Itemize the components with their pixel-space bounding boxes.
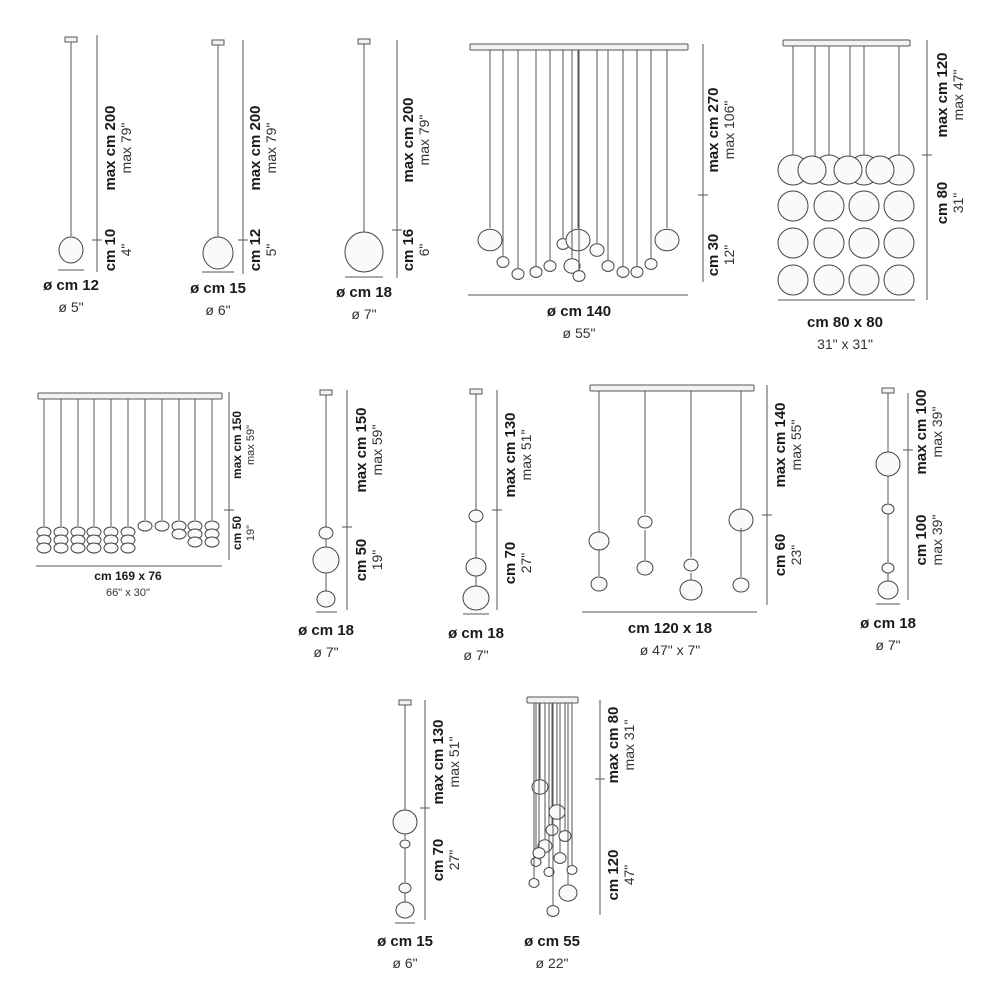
body-height-in-label: 19" — [245, 524, 257, 542]
glass-globe — [547, 906, 559, 917]
body-height-in-label: 5" — [263, 243, 279, 257]
diameter-in-label: ø 7" — [313, 644, 339, 660]
glass-globe — [469, 510, 483, 522]
glass-globe — [590, 244, 604, 257]
glass-globe — [834, 156, 862, 184]
glass-globe — [849, 265, 879, 295]
max-height-in-label: max 47" — [950, 69, 966, 121]
diameter-cm-label: cm 120 x 18 — [627, 620, 713, 637]
glass-globe — [589, 532, 609, 550]
glass-globe — [559, 885, 577, 901]
max-height-cm-label: max cm 130 — [430, 719, 447, 805]
ceiling-canopy — [212, 40, 224, 45]
product-5-square-grid — [778, 40, 966, 352]
body-height-cm-label: cm 70 — [430, 838, 447, 882]
max-height-cm-label: max cm 270 — [705, 87, 722, 173]
ceiling-canopy — [783, 40, 910, 46]
diameter-in-label: ø 7" — [463, 647, 489, 663]
ceiling-canopy — [65, 37, 77, 42]
diameter-in-label: 66" x 30" — [106, 587, 150, 599]
glass-globe — [729, 509, 753, 531]
glass-globe — [884, 265, 914, 295]
diameter-cm-label: ø cm 18 — [298, 622, 354, 639]
diameter-in-label: ø 7" — [875, 637, 901, 653]
max-height-in-label: max 51" — [518, 429, 534, 481]
diameter-cm-label: cm 169 x 76 — [94, 569, 162, 583]
glass-globe — [188, 537, 202, 547]
glass-globe — [573, 271, 585, 282]
diameter-cm-label: cm 80 x 80 — [807, 314, 883, 331]
glass-globe — [466, 558, 486, 576]
glass-globe — [497, 257, 509, 268]
glass-globe — [554, 853, 566, 864]
glass-globe — [684, 559, 698, 571]
diameter-in-label: ø 22" — [535, 955, 569, 971]
glass-globe — [533, 848, 545, 859]
glass-globe — [882, 504, 894, 514]
glass-globe — [529, 879, 539, 888]
glass-globe — [798, 156, 826, 184]
glass-globe — [393, 810, 417, 834]
ceiling-canopy — [470, 389, 482, 394]
diameter-in-label: ø 7" — [351, 306, 377, 322]
ceiling-canopy — [358, 39, 370, 44]
glass-globe — [733, 578, 749, 592]
glass-globe — [814, 265, 844, 295]
glass-globe — [866, 156, 894, 184]
ceiling-canopy — [882, 388, 894, 393]
body-height-cm-label: cm 100 — [913, 514, 930, 566]
glass-globe — [172, 529, 186, 539]
glass-globe — [591, 577, 607, 591]
glass-globe — [121, 543, 135, 553]
glass-globe — [396, 902, 414, 918]
body-height-cm-label: cm 50 — [230, 515, 244, 551]
glass-globe — [602, 261, 614, 272]
ceiling-canopy — [527, 697, 578, 703]
diameter-cm-label: ø cm 12 — [43, 277, 99, 294]
glass-globe — [617, 267, 629, 278]
glass-globe — [400, 840, 410, 848]
glass-globe — [37, 543, 51, 553]
body-height-cm-label: cm 16 — [400, 228, 417, 272]
max-height-cm-label: max cm 130 — [502, 412, 519, 498]
glass-globe — [884, 191, 914, 221]
max-height-in-label: max 55" — [788, 419, 804, 471]
diameter-in-label: ø 47" x 7" — [639, 642, 701, 658]
product-2-single-pendant — [190, 40, 279, 318]
glass-globe — [544, 261, 556, 272]
glass-globe — [205, 537, 219, 547]
product-10-three-globe-pendant — [860, 388, 945, 653]
max-height-cm-label: max cm 150 — [230, 410, 244, 480]
product-7-three-globe-pendant — [298, 390, 385, 660]
glass-globe — [104, 543, 118, 553]
diameter-in-label: ø 6" — [205, 302, 231, 318]
max-height-in-label: max 31" — [621, 719, 637, 771]
body-height-in-label: 31" — [950, 192, 966, 214]
body-height-cm-label: cm 120 — [605, 849, 622, 901]
glass-globe — [884, 228, 914, 258]
body-height-in-label: 6" — [416, 243, 432, 257]
max-height-cm-label: max cm 200 — [102, 105, 119, 191]
diameter-cm-label: ø cm 15 — [377, 933, 433, 950]
diameter-cm-label: ø cm 18 — [336, 284, 392, 301]
max-height-in-label: max 59" — [245, 425, 257, 465]
glass-globe — [313, 547, 339, 573]
diameter-in-label: ø 55" — [562, 325, 596, 341]
max-height-cm-label: max cm 100 — [913, 389, 930, 475]
glass-globe — [463, 586, 489, 610]
ceiling-canopy — [590, 385, 754, 391]
body-height-cm-label: cm 30 — [705, 233, 722, 277]
glass-globe — [631, 267, 643, 278]
max-height-in-label: max 79" — [416, 114, 432, 166]
glass-globe — [155, 521, 169, 531]
glass-globe — [638, 516, 652, 528]
body-height-cm-label: cm 50 — [353, 538, 370, 582]
glass-globe — [512, 269, 524, 280]
glass-globe — [645, 259, 657, 270]
glass-globe — [882, 563, 894, 573]
ceiling-canopy — [38, 393, 222, 399]
glass-globe — [54, 543, 68, 553]
ceiling-canopy — [320, 390, 332, 395]
diameter-cm-label: ø cm 18 — [448, 625, 504, 642]
body-height-in-label: 47" — [621, 864, 637, 886]
ceiling-canopy — [470, 44, 688, 50]
max-height-cm-label: max cm 80 — [605, 706, 622, 784]
glass-globe — [319, 527, 333, 539]
glass-globe — [71, 543, 85, 553]
body-height-in-label: 23" — [788, 544, 804, 566]
product-9-four-drop-bar — [582, 385, 804, 658]
glass-globe — [138, 521, 152, 531]
body-height-cm-label: cm 12 — [247, 228, 264, 272]
max-height-cm-label: max cm 120 — [934, 52, 951, 138]
glass-globe — [876, 452, 900, 476]
body-height-cm-label: cm 10 — [102, 228, 119, 272]
glass-globe — [203, 237, 233, 269]
max-height-in-label: max 39" — [929, 406, 945, 458]
product-6-linear-row — [36, 392, 257, 599]
max-height-in-label: max 51" — [446, 736, 462, 788]
diameter-in-label: 31" x 31" — [817, 336, 873, 352]
product-3-single-pendant — [336, 39, 432, 322]
max-height-cm-label: max cm 150 — [353, 407, 370, 493]
diameter-cm-label: ø cm 140 — [546, 303, 612, 320]
glass-globe — [849, 191, 879, 221]
glass-globe — [87, 543, 101, 553]
body-height-in-label: 12" — [721, 244, 737, 266]
glass-globe — [549, 805, 565, 819]
diameter-in-label: ø 6" — [392, 955, 418, 971]
glass-globe — [546, 825, 558, 836]
glass-globe — [878, 581, 898, 599]
body-height-in-label: max 39" — [929, 514, 945, 566]
body-height-in-label: 27" — [518, 552, 534, 574]
diameter-in-label: ø 5" — [58, 299, 84, 315]
glass-globe — [530, 267, 542, 278]
max-height-cm-label: max cm 200 — [400, 97, 417, 183]
product-4-linear-cluster — [468, 44, 737, 341]
product-8-three-globe-pendant — [448, 389, 534, 663]
glass-globe — [559, 831, 571, 842]
diameter-cm-label: ø cm 55 — [524, 933, 580, 950]
product-11-three-globe-pendant — [377, 700, 462, 971]
body-height-cm-label: cm 70 — [502, 541, 519, 585]
body-height-cm-label: cm 80 — [934, 181, 951, 225]
glass-globe — [778, 265, 808, 295]
glass-globe — [566, 229, 590, 251]
max-height-cm-label: max cm 200 — [247, 105, 264, 191]
glass-globe — [59, 237, 83, 263]
body-height-cm-label: cm 60 — [772, 533, 789, 577]
max-height-in-label: max 79" — [118, 122, 134, 174]
max-height-in-label: max 79" — [263, 122, 279, 174]
glass-globe — [814, 191, 844, 221]
glass-globe — [778, 228, 808, 258]
body-height-in-label: 4" — [118, 243, 134, 257]
glass-globe — [655, 229, 679, 251]
diameter-cm-label: ø cm 18 — [860, 615, 916, 632]
glass-globe — [567, 866, 577, 875]
max-height-in-label: max 106" — [721, 100, 737, 160]
max-height-in-label: max 59" — [369, 424, 385, 476]
diameter-cm-label: ø cm 15 — [190, 280, 246, 297]
max-height-cm-label: max cm 140 — [772, 402, 789, 488]
glass-globe — [345, 232, 383, 272]
product-1-single-pendant — [43, 35, 134, 315]
glass-globe — [778, 191, 808, 221]
glass-globe — [849, 228, 879, 258]
glass-globe — [814, 228, 844, 258]
glass-globe — [680, 580, 702, 600]
glass-globe — [399, 883, 411, 893]
ceiling-canopy — [399, 700, 411, 705]
glass-globe — [637, 561, 653, 575]
body-height-in-label: 19" — [369, 549, 385, 571]
product-12-cluster-pendant — [524, 697, 637, 971]
body-height-in-label: 27" — [446, 849, 462, 871]
glass-globe — [317, 591, 335, 607]
glass-globe — [478, 229, 502, 251]
